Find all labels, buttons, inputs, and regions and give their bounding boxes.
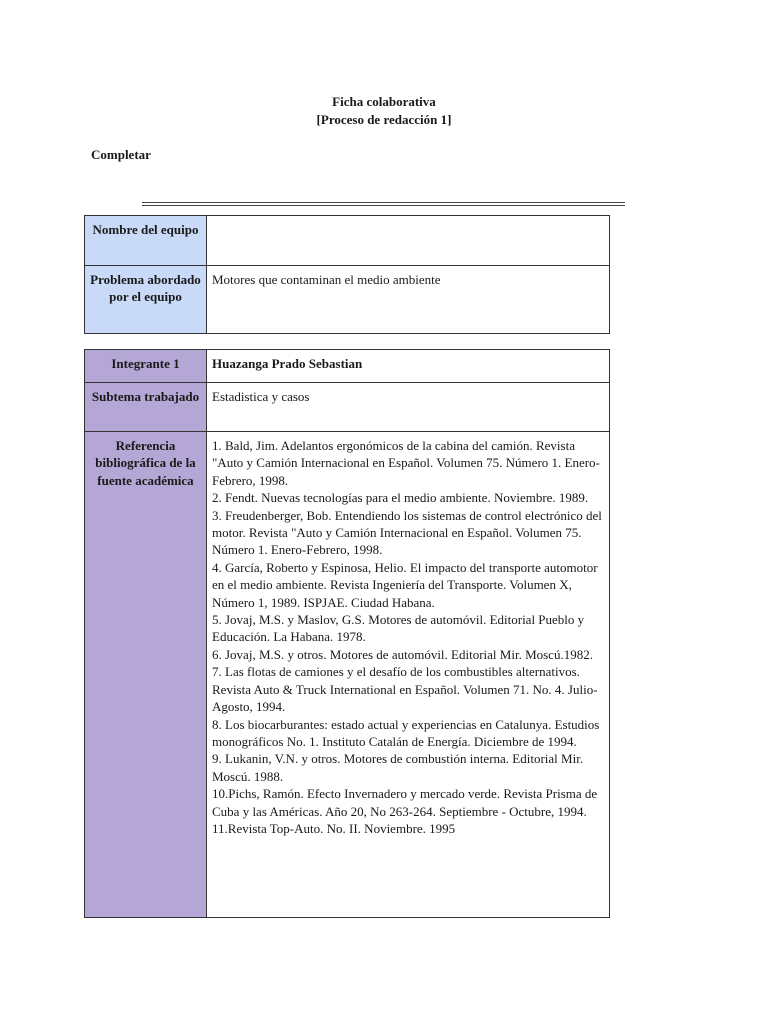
reference-item: 11.Revista Top-Auto. No. II. Noviembre. 1995 [212, 820, 456, 836]
reference-item: 5. Jovaj, M.S. y Maslov, G.S. Motores de automóvil. Editorial Pueblo y Educación. La Habana. 1978. [212, 612, 585, 645]
problem-label: Problema abordado por el equipo [85, 266, 207, 334]
subtema-label: Subtema trabajado [85, 383, 207, 432]
reference-item: 7. Las flotas de camiones y el desafío de los combustibles alternativos. Revista Auto & Truck International en Español. Volumen 71. No. 4. Julio-Agosto, 1994. [212, 664, 598, 715]
reference-item: 4. García, Roberto y Espinosa, Helio. El impacto del transporte automotor en el medio ambiente. Revista Ingeniería del Transporte. Volumen X, Número 1, 1989. ISPJAE. Ciudad Habana. [212, 559, 598, 610]
document-title: Ficha colaborativa [332, 94, 436, 109]
instruction-label: Completar [91, 147, 151, 162]
reference-item: 8. Los biocarburantes: estado actual y experiencias en Catalunya. Estudios monográficos No. 1. Instituto Catalán de Energía. Diciembre de 1994. [212, 716, 600, 749]
member-name-field[interactable]: Huazanga Prado Sebastian [207, 350, 610, 383]
table-row [85, 266, 610, 334]
document-subtitle: [Proceso de redacción 1] [316, 112, 452, 127]
team-table [84, 215, 610, 334]
problem-field[interactable]: Motores que contaminan el medio ambiente [207, 266, 610, 334]
reference-item: 1. Bald, Jim. Adelantos ergonómicos de la cabina del camión. Revista "Auto y Camión Internacional en Español. Volumen 75. Número 1. Enero-Febrero, 1998. [212, 438, 600, 488]
reference-item: 10.Pichs, Ramón. Efecto Invernadero y mercado verde. Revista Prisma de Cuba y las Américas. Año 20, No 263-264. Septiembre - Octubre, 1994. [212, 786, 598, 819]
reference-item: 6. Jovaj, M.S. y otros. Motores de automóvil. Editorial Mir. Moscú.1982. [212, 646, 593, 662]
subtema-field[interactable]: Estadistica y casos [207, 383, 610, 432]
references-field[interactable] [207, 432, 610, 918]
document-header [0, 93, 768, 129]
table-row [85, 383, 610, 432]
reference-item: 3. Freudenberger, Bob. Entendiendo los sistemas de control electrónico del motor. Revista "Auto y Camión Internacional en Español. Volumen 75. Número 1. Enero-Febrero, 1998. [212, 507, 602, 558]
double-divider [142, 202, 625, 206]
table-row [85, 432, 610, 918]
member-table [84, 349, 610, 918]
table-row [85, 216, 610, 266]
team-name-label: Nombre del equipo [85, 216, 207, 266]
reference-item: 9. Lukanin, V.N. y otros. Motores de combustión interna. Editorial Mir. Moscú. 1988. [212, 751, 584, 784]
team-name-field[interactable] [207, 216, 610, 266]
reference-item: 2. Fendt. Nuevas tecnologías para el medio ambiente. Noviembre. 1989. [212, 490, 589, 506]
member-label: Integrante 1 [85, 350, 207, 383]
table-row [85, 350, 610, 383]
references-label: Referencia bibliográfica de la fuente académica [85, 432, 207, 918]
